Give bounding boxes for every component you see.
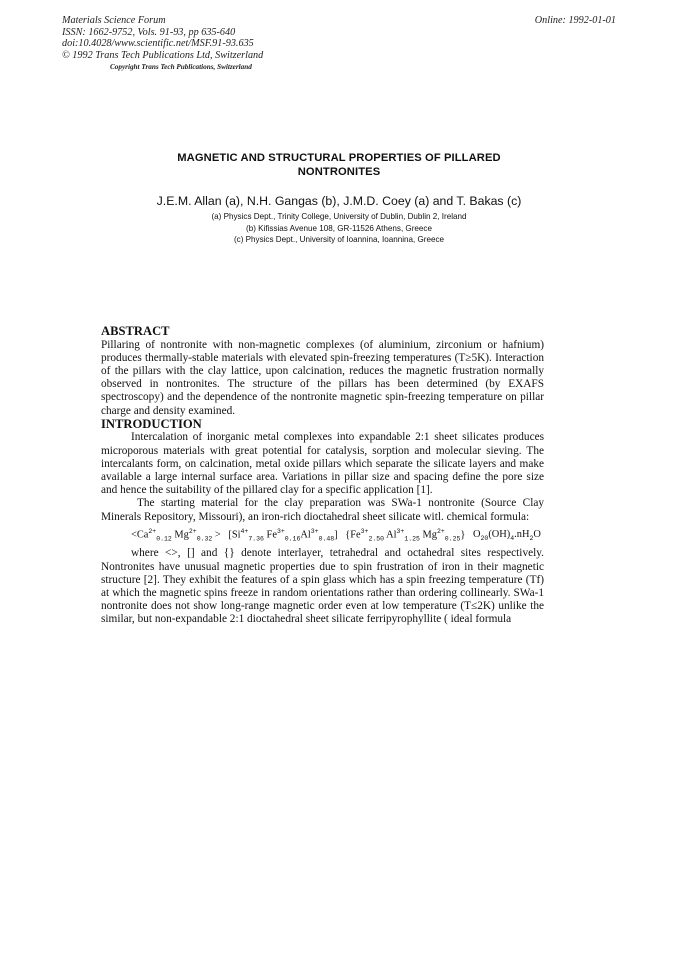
title-line-1: MAGNETIC AND STRUCTURAL PROPERTIES OF PILLARED: [177, 152, 501, 164]
online-date: Online: 1992-01-01: [534, 15, 616, 26]
abstract-paragraph: Pillaring of nontronite with non-magnetic complexes (of aluminium, zirconium or hafnium) produces thermally-stable materials with elevated spin-freezing temperatures (T≥5K). Interaction of the pillars with the clay lattice, upon calcination, reduces the magnetic frustration normally observed in nontronites. The structure of the pillars has been determined (by EXAFS spectroscopy) and the dependence of the nontronite magnetic spin-freezing temperature on pillar charge and density examined.: [101, 338, 544, 417]
intro-paragraph-1: Intercalation of inorganic metal complexes into expandable 2:1 sheet silicates produces microporous materials with great potential for catalysis, sorption and molecular sieving. The intercalants form, on calcination, metal oxide pillars which separate the silicate layers and make available a large internal surface area. Variations in pillar size and spacing define the pore size and hence the suitability of the pillared clay for a specific application [1].: [101, 431, 544, 497]
affiliations: [80, 211, 598, 246]
doi-line: doi:10.4028/www.scientific.net/MSF.91-93.635: [62, 38, 254, 50]
affiliation-a: (a) Physics Dept., Trinity College, University of Dublin, Dublin 2, Ireland: [211, 212, 467, 221]
chemical-formula: [101, 524, 544, 548]
copyright-line: © 1992 Trans Tech Publications Ltd, Switzerland: [62, 49, 264, 61]
tetrahedral-group: [$Si^{4+}_{7.36}$ $Fe^{3+}_{0.16}Al^{3+}_{0.48}$]: [228, 527, 338, 543]
copyright-notice: Copyright Trans Tech Publications, Switzerland: [110, 63, 252, 72]
anion-water-group: $O_{20}(OH)_4.nH_2O$: [473, 529, 541, 543]
interlayer-group: $<Ca^{2+}_{0.12}$ $Mg^{2+}_{0.32}$ >: [131, 527, 221, 543]
intro-paragraph-3: where <>, [] and {} denote interlayer, tetrahedral and octahedral sites respectively. Nontronites have unusual magnetic properties due to spin frustration of iron in their magnetic structure [2]. They exhibit the features of a spin glass which has a spin freezing temperature (Tf) at which the magnetic spins freeze in random orientations rather than ordering collinearly. SWa-1 nontronite does not show long-range magnetic order even at low temperature (T≤2K) unlike the similar, but non-expandable 2:1 dioctahedral sheet silicate ferripyrophyllite ( ideal formula: [101, 547, 544, 626]
abstract-heading: ABSTRACT: [101, 324, 170, 338]
introduction-heading: INTRODUCTION: [101, 416, 202, 431]
journal-metadata: [62, 15, 263, 73]
affiliation-c: (c) Physics Dept., University of Ioannina, Ioannina, Greece: [233, 235, 445, 245]
paper-title: [100, 151, 578, 179]
intro-paragraph-2: The starting material for the clay preparation was SWa-1 nontronite (Source Clay Minerals Repository, Missouri), an iron-rich dioctahedral sheet silicate witl. chemical formula:: [101, 497, 544, 523]
paper-body: [101, 325, 544, 627]
octahedral-group: {$Fe^{3+}_{2.50}$ $Al^{3+}_{1.25}$ $Mg^{2+}_{0.25}$}: [345, 527, 466, 543]
journal-name: Materials Science Forum: [62, 15, 166, 26]
author-list: J.E.M. Allan (a), N.H. Gangas (b), J.M.D. Coey (a) and T. Bakas (c): [156, 194, 522, 208]
affiliation-b: (b) Kifissias Avenue 108, GR-11526 Athens, Greece: [246, 223, 432, 233]
title-line-2: NONTRONITES: [297, 166, 381, 178]
issn-line: ISSN: 1662-9752, Vols. 91-93, pp 635-640: [62, 26, 236, 38]
